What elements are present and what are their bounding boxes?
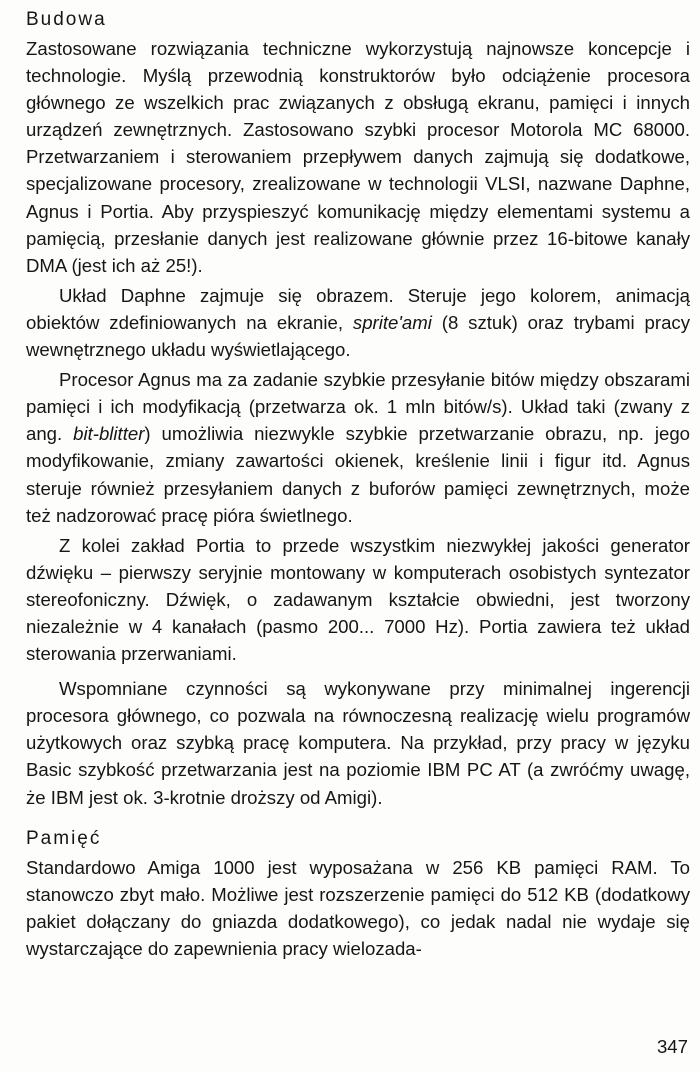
- section-heading-pamiec: Pamięć: [26, 827, 102, 849]
- page-number: 347: [656, 1036, 688, 1057]
- document-page: [26, 6, 690, 962]
- section-heading-budowa: Budowa: [26, 9, 107, 30]
- paragraph-agnus: [26, 366, 690, 529]
- term-sprite: sprite'ami: [352, 311, 432, 333]
- paragraph-memory: Standardowo Amiga 1000 jest wyposażana w 256 KB pamięci RAM. To stanowczo zbyt mało. Możliwe jest rozszerzenie pamięci do 512 KB (dodatkowy pakiet dołączany do gniazda dodatkowego), co jedak nadal nie wydaje się wystarczające do zapewnienia pracy wielozada-: [26, 856, 690, 959]
- paragraph-agnus-text-2: ) umożliwia niezwykle szybkie przetwarzanie obrazu, np. jego modyfikowanie, zmiany zawartości okienek, kreślenie linii i figur itd. Agnus steruje również przesyłaniem danych z buforów pamięci zewnętrznych, może też nadzorować pracę pióra świetlnego.: [26, 423, 690, 526]
- paragraph-intro: Zastosowane rozwiązania techniczne wykorzystują najnowsze koncepcje i technologie. Myślą przewodnią konstruktorów było odciążenie procesora głównego ze wszelkich prac związanych z obsługą ekranu, pamięci i innych urządzeń zewnętrznych. Zastosowano szybki procesor Motorola MC 68000. Przetwarzaniem i sterowaniem przepływem danych zajmują się dodatkowe, specjalizowane procesory, zrealizowane w technologii VLSI, nazwane Daphne, Agnus i Portia. Aby przyspieszyć komunikację między elementami systemu a pamięcią, przesłanie danych jest realizowane głównie przez 16-bitowe kanały DMA (jest ich aż 25!).: [26, 38, 690, 276]
- paragraph-portia: Z kolei zakład Portia to przede wszystkim niezwykłej jakości generator dźwięku – pierwszy seryjnie montowany w komputerach osobistych syntezator stereofoniczny. Dźwięk, o zadawanym kształcie obwiedni, jest tworzony niezależnie w 4 kanałach (pasmo 200... 7000 Hz). Portia zawiera też układ sterowania przerwaniami.: [26, 534, 690, 665]
- paragraph-daphne-text-2: (8 sztuk) oraz trybami pracy wewnętrznego układu wyświetlającego.: [26, 311, 691, 361]
- paragraph-daphne: [26, 282, 690, 363]
- term-bit-blitter: bit-blitter: [73, 423, 145, 445]
- paragraph-performance: Wspomniane czynności są wykonywane przy minimalnej ingerencji procesora głównego, co pozwala na równoczesną realizację wielu programów użytkowych oraz szybką pracę komputera. Na przykład, przy pracy w języku Basic szybkość przetwarzania jest na poziomie IBM PC AT (a zwróćmy uwagę, że IBM jest ok. 3-krotnie droższy od Amigi).: [26, 678, 690, 808]
- paragraph-daphne-text-1: Układ Daphne zajmuje się obrazem. Steruje jego kolorem, animacją obiektów zdefiniowanych na ekranie,: [26, 284, 690, 333]
- paragraph-agnus-text-1: Procesor Agnus ma za zadanie szybkie przesyłanie bitów między obszarami pamięci i ich modyfikacją (przetwarza ok. 1 mln bitów/s). Układ taki (zwany z ang.: [26, 369, 690, 445]
